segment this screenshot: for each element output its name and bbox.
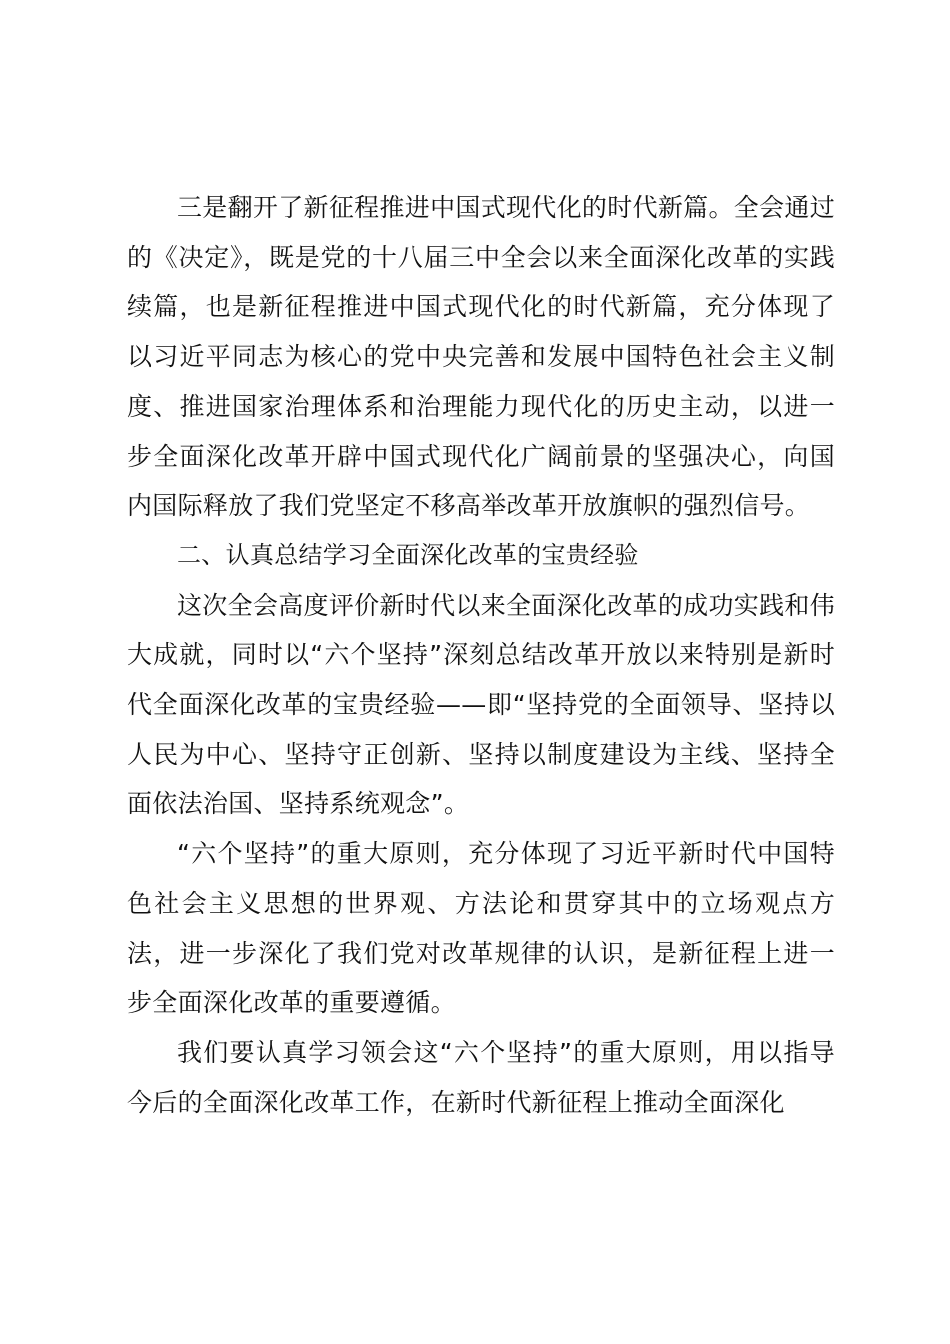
paragraph-plenary-evaluation: 这次全会高度评价新时代以来全面深化改革的成功实践和伟大成就，同时以“六个坚持”深刻总结改革开放以来特别是新时代全面深化改革的宝贵经验——即“坚持党的全面领导、坚持以人民为中心、坚持守正创新、坚持以制度建设为主线、坚持全面依法治国、坚持系统观念”。: [127, 590, 835, 819]
paragraph-third-point: 三是翻开了新征程推进中国式现代化的时代新篇。全会通过的《决定》，既是党的十八届三中全会以来全面深化改革的实践续篇，也是新征程推进中国式现代化的时代新篇，充分体现了以习近平同志为核心的党中央完善和发展中国特色社会主义制度、推进国家治理体系和治理能力现代化的历史主动，以进一步全面深化改革开辟中国式现代化广阔前景的坚强决心，向国内国际释放了我们党坚定不移高举改革开放旗帜的强烈信号。: [127, 193, 835, 521]
paragraph-six-principles: “六个坚持”的重大原则，充分体现了习近平新时代中国特色社会主义思想的世界观、方法论和贯穿其中的立场观点方法，进一步深化了我们党对改革规律的认识，是新征程上进一步全面深化改革的重要遵循。: [127, 839, 835, 1018]
document-body: [127, 183, 835, 1127]
paragraph-study-guidance: 我们要认真学习领会这“六个坚持”的重大原则，用以指导今后的全面深化改革工作，在新时代新征程上推动全面深化: [127, 1037, 835, 1117]
section-heading: 二、认真总结学习全面深化改革的宝贵经验: [177, 540, 639, 569]
